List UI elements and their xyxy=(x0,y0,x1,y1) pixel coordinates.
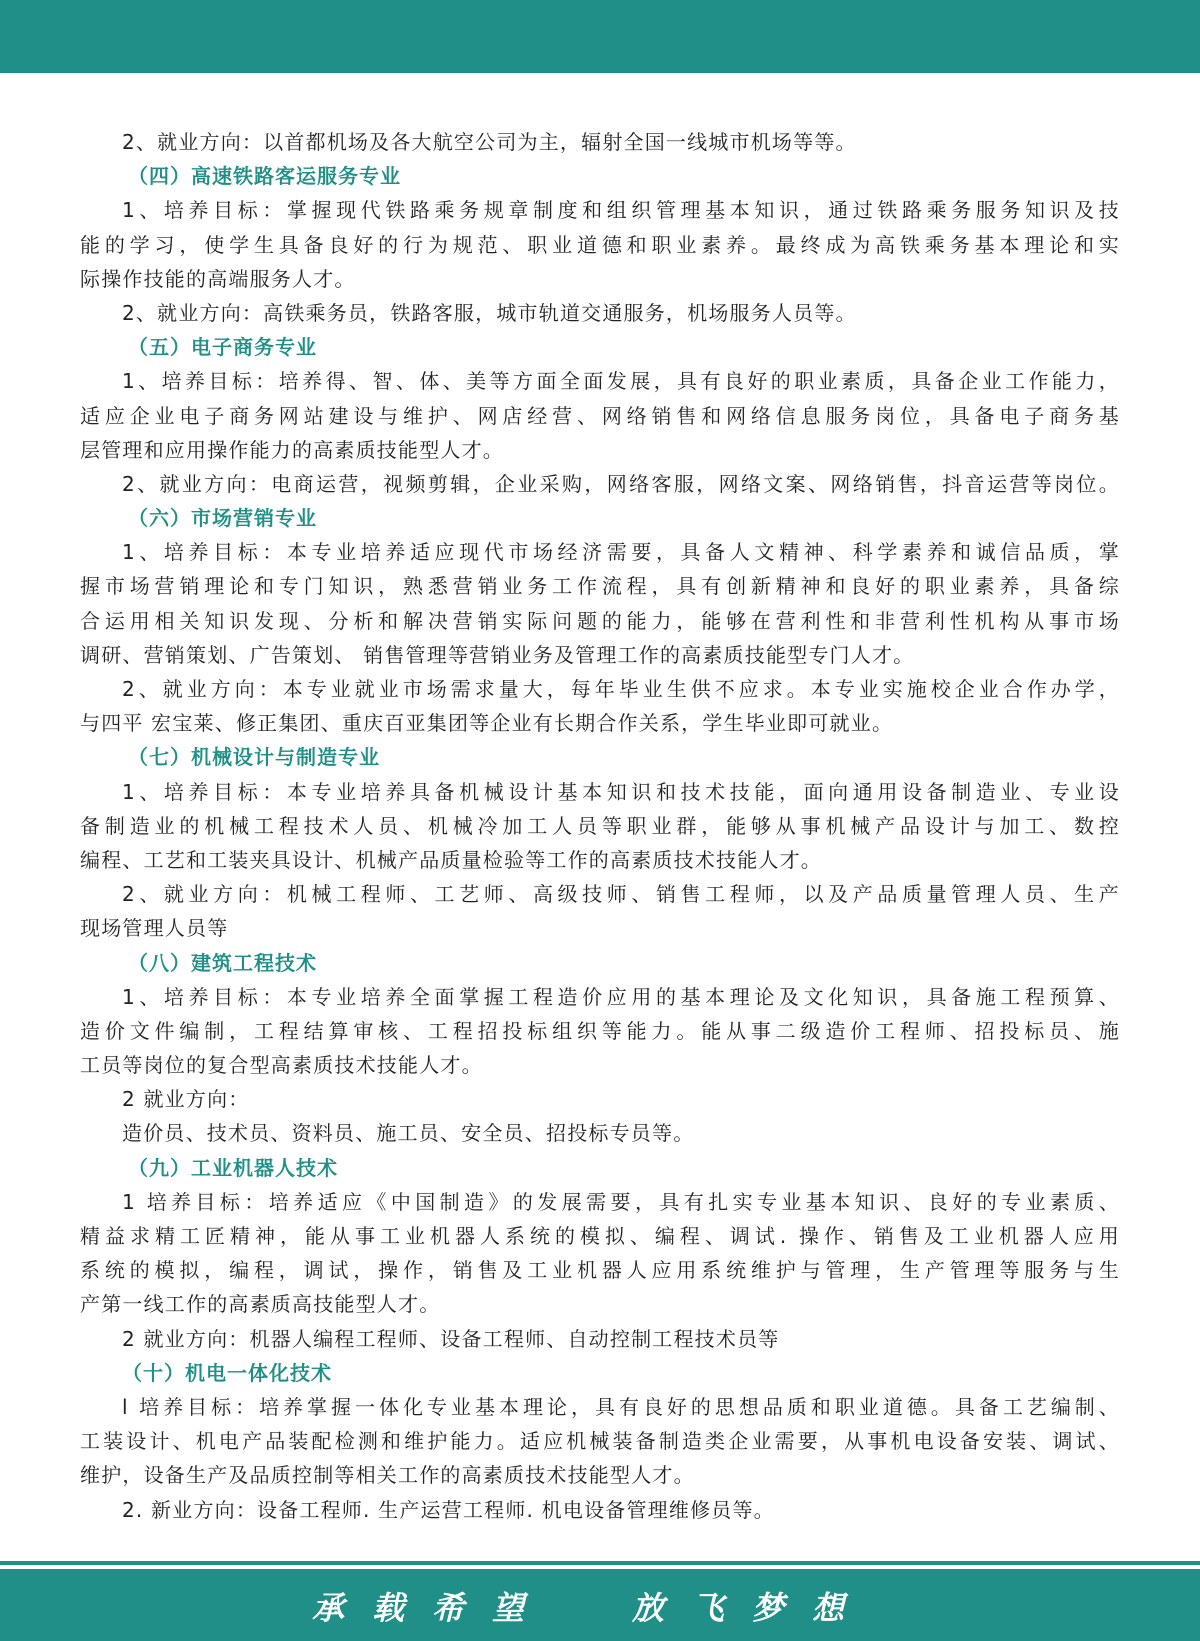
paragraph-line: 层管理和应用操作能力的高素质技能型人才。 xyxy=(80,437,504,462)
paragraph-line: 2、就业方向：以首都机场及各大航空公司为主，辐射全国一线城市机场等等。 xyxy=(122,130,857,154)
paragraph-line: 造价员、技术员、资料员、施工员、安全员、招投标专员等。 xyxy=(122,1121,695,1146)
header-bar xyxy=(0,0,1200,73)
footer-slogan-left: 承载希望 xyxy=(312,1589,553,1627)
paragraph-line: 工装设计、机电产品装配检测和维护能力。适应机械装备制造类企业需要，从事机电设备安装、调试、 xyxy=(80,1429,1120,1454)
paragraph-line: 1、培养目标：本专业培养全面掌握工程造价应用的基本理论及文化知识，具备施工程预算、 xyxy=(122,984,1120,1009)
paragraph-line: 1、培养目标：本专业培养适应现代市场经济需要，具备人文精神、科学素养和诚信品质，掌 xyxy=(122,540,1120,565)
paragraph-line: l 培养目标：培养掌握一体化专业基本理论，具有良好的思想品质和职业道德。具备工艺编制、 xyxy=(122,1394,1120,1419)
footer-bar xyxy=(0,1569,1200,1641)
paragraph-line: 与四平 宏宝莱、修正集团、重庆百亚集团等企业有长期合作关系，学生毕业即可就业。 xyxy=(80,711,894,736)
document-body xyxy=(80,125,1120,1527)
paragraph-line: 握市场营销理论和专门知识，熟悉营销业务工作流程，具有创新精神和良好的职业素养，具备综 xyxy=(80,574,1120,599)
section-heading: （六）市场营销专业 xyxy=(128,506,317,531)
paragraph-line: 2、就业方向：本专业就业市场需求量大，每年毕业生供不应求。本专业实施校企业合作办学， xyxy=(122,677,1120,701)
paragraph-line: 编程、工艺和工装夹具设计、机械产品质量检验等工作的高素质技术技能人才。 xyxy=(80,847,822,872)
footer-divider xyxy=(0,1561,1200,1565)
section-heading: （八）建筑工程技术 xyxy=(128,950,317,975)
paragraph-line: 2 就业方向： xyxy=(122,1087,250,1112)
paragraph-line: 备制造业的机械工程技术人员、机械冷加工人员等职业群，能够从事机械产品设计与加工、数控 xyxy=(80,813,1120,838)
paragraph-line: 造价文件编制，工程结算审核、工程招投标组织等能力。能从事二级造价工程师、招投标员、施 xyxy=(80,1018,1120,1043)
paragraph-line: 系统的模拟，编程，调试，操作，销售及工业机器人应用系统维护与管理，生产管理等服务与生 xyxy=(80,1258,1120,1283)
paragraph-line: 精益求精工匠精神，能从事工业机器人系统的模拟、编程、调试. 操作、销售及工业机器人应用 xyxy=(80,1224,1120,1248)
paragraph-line: 际操作技能的高端服务人才。 xyxy=(80,266,356,291)
section-heading: （九）工业机器人技术 xyxy=(128,1155,338,1180)
paragraph-line: 2. 新业方向：设备工程师. 生产运营工程师. 机电设备管理维修员等。 xyxy=(122,1497,775,1522)
paragraph-line: 2、就业方向：电商运营，视频剪辑，企业采购，网络客服，网络文案、网络销售，抖音运营等岗位。 xyxy=(122,471,1120,496)
section-heading: （四）高速铁路客运服务专业 xyxy=(128,164,401,189)
paragraph-line: 2、就业方向：机械工程师、工艺师、高级技师、销售工程师，以及产品质量管理人员、生产 xyxy=(122,882,1120,907)
paragraph-line: 维护，设备生产及品质控制等相关工作的高素质技术技能型人才。 xyxy=(80,1463,695,1488)
paragraph-line: 1 培养目标：培养适应《中国制造》的发展需要，具有扎实专业基本知识、良好的专业素质、 xyxy=(122,1189,1120,1214)
section-heading: （五）电子商务专业 xyxy=(128,335,317,360)
section-heading: （十）机电一体化技术 xyxy=(122,1360,332,1385)
paragraph-line: 2、就业方向：高铁乘务员，铁路客服，城市轨道交通服务，机场服务人员等。 xyxy=(122,300,857,325)
paragraph-line: 产第一线工作的高素质高技能型人才。 xyxy=(80,1292,441,1317)
paragraph-line: 合运用相关知识发现、分析和解决营销实际问题的能力，能够在营利性和非营利性机构从事市场 xyxy=(80,608,1120,633)
paragraph-line: 现场管理人员等 xyxy=(80,916,229,941)
paragraph-line: 适应企业电子商务网站建设与维护、网店经营、网络销售和网络信息服务岗位，具备电子商务基 xyxy=(80,403,1120,428)
footer-slogan-right: 放飞梦想 xyxy=(632,1589,873,1627)
paragraph-line: 1、培养目标：培养得、智、体、美等方面全面发展，具有良好的职业素质，具备企业工作能力， xyxy=(122,369,1120,394)
paragraph-line: 2 就业方向：机器人编程工程师、设备工程师、自动控制工程技术员等 xyxy=(122,1326,780,1351)
paragraph-line: 调研、营销策划、广告策划、 销售管理等营销业务及管理工作的高素质技能型专门人才。 xyxy=(80,642,915,667)
paragraph-line: 1、培养目标：本专业培养具备机械设计基本知识和技术技能，面向通用设备制造业、专业设 xyxy=(122,779,1120,804)
paragraph-line: 1、培养目标：掌握现代铁路乘务规章制度和组织管理基本知识，通过铁路乘务服务知识及技 xyxy=(122,198,1120,223)
paragraph-line: 工员等岗位的复合型高素质技术技能人才。 xyxy=(80,1053,483,1078)
paragraph-line: 能的学习，使学生具备良好的行为规范、职业道德和职业素养。最终成为高铁乘务基本理论和实 xyxy=(80,232,1120,257)
section-heading: （七）机械设计与制造专业 xyxy=(128,745,380,770)
